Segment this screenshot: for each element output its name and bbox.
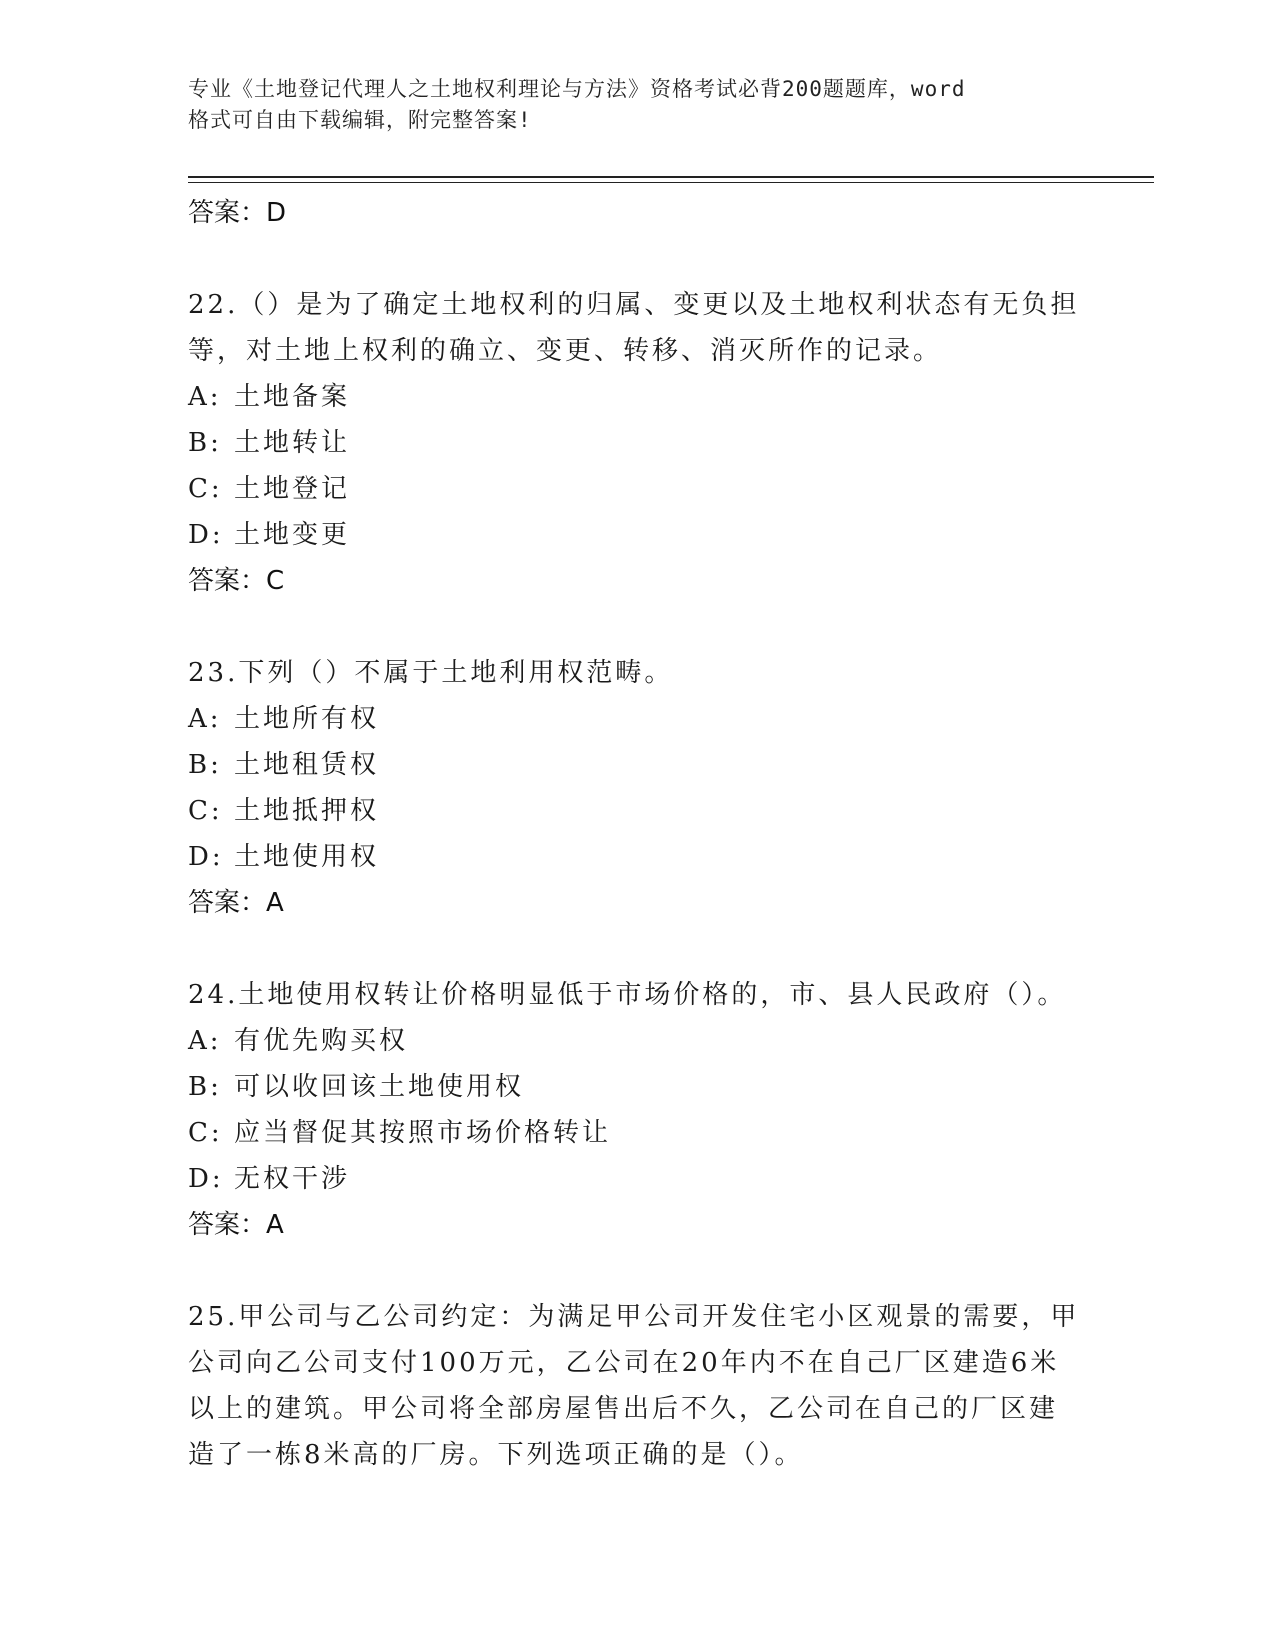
header-line: 专业《土地登记代理人之土地权利理论与方法》资格考试必背200题题库，word — [188, 77, 966, 101]
option-key: C: — [188, 474, 223, 504]
stem-line: 24.土地使用权转让价格明显低于市场价格的，市、县人民政府（）。 — [188, 980, 1067, 1010]
option-key: B: — [188, 1072, 222, 1102]
option-b — [188, 742, 1088, 788]
answer-line: 答案：D — [188, 198, 287, 228]
question-23 — [188, 650, 1088, 926]
header-rule-thin — [188, 182, 1154, 183]
option-d — [188, 512, 1088, 558]
answer-line: 答案：C — [188, 566, 285, 596]
option-key: D: — [188, 1164, 224, 1194]
option-key: D: — [188, 520, 224, 550]
option-text: 土地登记 — [234, 474, 351, 504]
option-text: 应当督促其按照市场价格转让 — [234, 1118, 612, 1148]
stem-line: 22.（）是为了确定土地权利的归属、变更以及土地权利状态有无负担 — [188, 290, 1080, 320]
option-text: 土地转让 — [234, 428, 351, 458]
option-text: 有优先购买权 — [234, 1026, 409, 1056]
answer-line: 答案：A — [188, 888, 284, 918]
option-key: C: — [188, 1118, 223, 1148]
stem-line: 造了一栋8米高的厂房。下列选项正确的是（）。 — [188, 1440, 804, 1470]
option-text: 土地变更 — [234, 520, 351, 550]
option-key: C: — [188, 796, 223, 826]
stem-line: 25.甲公司与乙公司约定：为满足甲公司开发住宅小区观景的需要，甲 — [188, 1302, 1080, 1332]
answer-line: 答案：A — [188, 1210, 284, 1240]
header-line: 格式可自由下载编辑，附完整答案! — [188, 108, 532, 132]
option-d — [188, 1156, 1088, 1202]
stem-line: 以上的建筑。甲公司将全部房屋售出后不久，乙公司在自己的厂区建 — [188, 1394, 1059, 1424]
option-text: 土地备案 — [234, 382, 351, 412]
document-body — [188, 190, 1088, 1478]
option-d — [188, 834, 1088, 880]
page-header — [188, 74, 1088, 136]
option-key: B: — [188, 750, 222, 780]
question-24 — [188, 972, 1088, 1248]
question-22 — [188, 282, 1088, 604]
question-stem — [188, 1294, 1088, 1478]
question-stem — [188, 282, 1088, 374]
option-b — [188, 420, 1088, 466]
option-a — [188, 1018, 1088, 1064]
option-c — [188, 788, 1088, 834]
option-c — [188, 1110, 1088, 1156]
option-text: 土地使用权 — [234, 842, 380, 872]
option-key: A: — [188, 1026, 222, 1056]
stem-line: 等，对土地上权利的确立、变更、转移、消灭所作的记录。 — [188, 336, 943, 366]
option-a — [188, 696, 1088, 742]
question-stem — [188, 650, 1088, 696]
stem-line: 公司向乙公司支付100万元，乙公司在20年内不在自己厂区建造6米 — [188, 1348, 1060, 1378]
option-text: 土地抵押权 — [234, 796, 380, 826]
stem-line: 23.下列（）不属于土地利用权范畴。 — [188, 658, 674, 688]
option-text: 土地所有权 — [234, 704, 380, 734]
option-key: A: — [188, 382, 222, 412]
question-25 — [188, 1294, 1088, 1478]
option-text: 土地租赁权 — [234, 750, 380, 780]
question-stem — [188, 972, 1088, 1018]
option-key: D: — [188, 842, 224, 872]
option-b — [188, 1064, 1088, 1110]
option-c — [188, 466, 1088, 512]
option-text: 无权干涉 — [234, 1164, 351, 1194]
option-text: 可以收回该土地使用权 — [234, 1072, 525, 1102]
option-a — [188, 374, 1088, 420]
header-rule — [188, 176, 1154, 178]
option-key: A: — [188, 704, 222, 734]
option-key: B: — [188, 428, 222, 458]
